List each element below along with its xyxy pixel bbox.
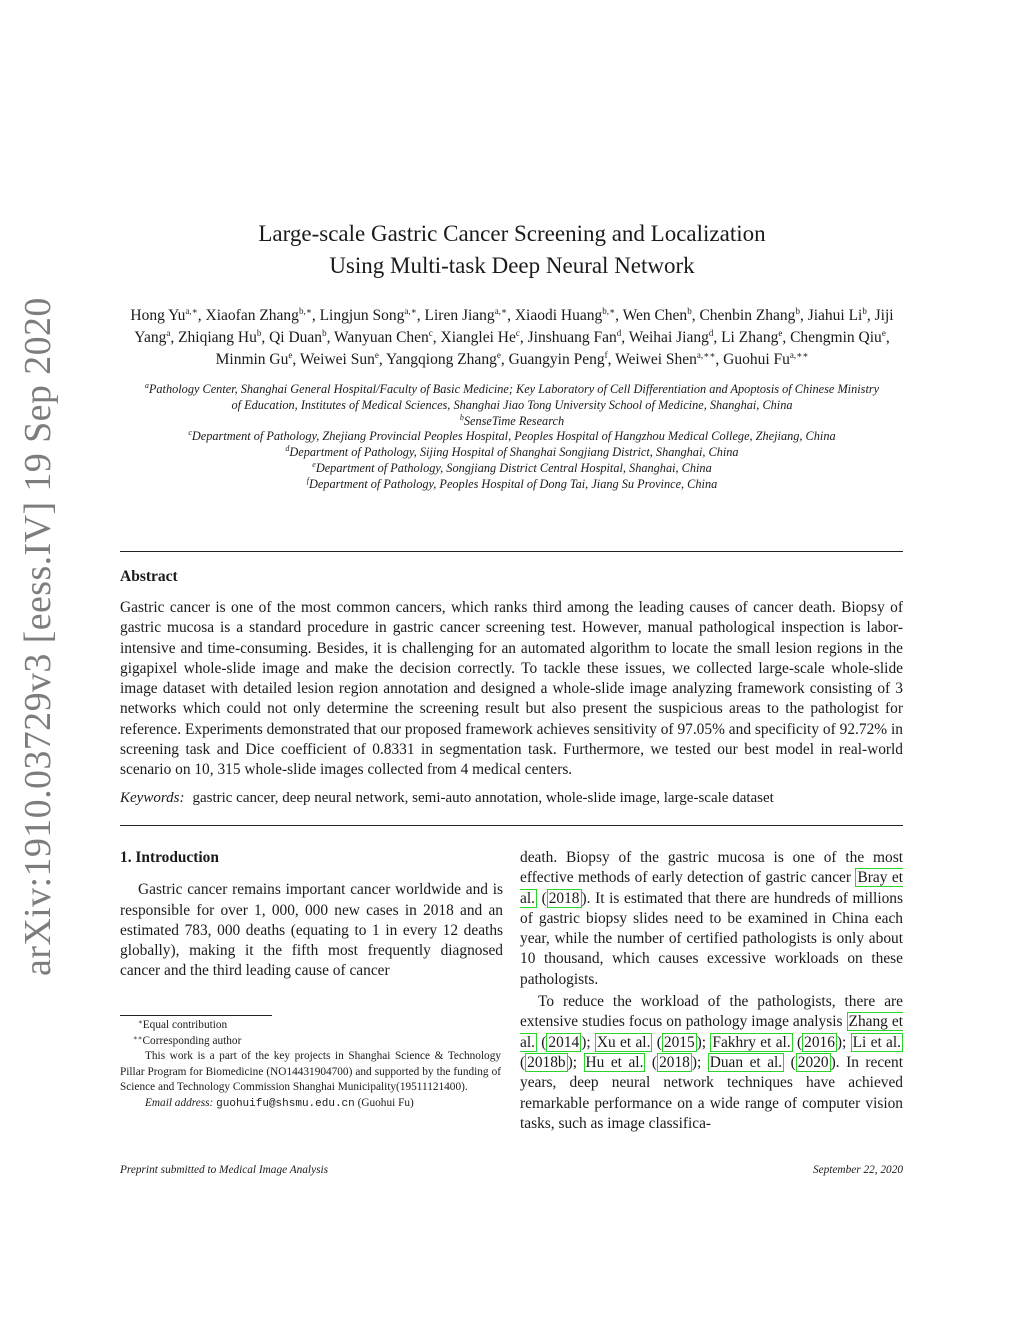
title-line-1: Large-scale Gastric Cancer Screening and Localization <box>258 221 766 246</box>
footer-date: September 22, 2020 <box>812 1164 903 1176</box>
author: Chengmin Qiu$^e$ <box>790 328 886 346</box>
author: Hong $Yu^{a,∗}$ <box>130 306 198 324</box>
author: Weihai Jiang$^d$ <box>628 328 714 346</box>
author: Yangqiong Zhang$^e$ <box>386 350 501 368</box>
intro-heading: 1. Introduction <box>120 849 219 866</box>
citation-year-link[interactable]: 2018 <box>548 889 580 907</box>
citation-year-link[interactable]: 2018b <box>527 1053 566 1071</box>
left-column <box>120 848 503 982</box>
footnote-funding: This work is a part of the key projects in Shanghai Science & Technology Pillar Program for Biomedicine (NO14431904700) and supported by the funding of Science and Technology Commission Shanghai Municipality(19511121400). <box>120 1050 501 1094</box>
intro-paragraph-3: To reduce the workload of the pathologists, there are extensive studies focus on pathology image analysis Zhang et al. ( 2014 ); Xu et al. ( 2015 ); Fakhry et al. ( 2016 ); Li et al. ( 2018b ); Hu et al. ( 2018 ); Duan et al. ( 2020 ). In recent years, deep neural network techniques have achieved remarkable performance on a wide range of computer vision tasks, such as image classifica- <box>520 993 903 1132</box>
affiliation: $^b$SenseTime Research <box>459 412 565 428</box>
affiliation: $^a$Pathology Center, Shanghai General Hospital/Faculty of Basic Medicine; Key Laboratory of Cell Differentiation and Apoptosis of Chinese Ministry of Education, Institutes of Medical Sciences, Shanghai Jiao Tong University School of Medicine, Shanghai, China <box>144 381 880 412</box>
author: Xiaodi Huang$^{b,∗}$ <box>514 306 616 324</box>
author: Weiwei Sun$^e$ <box>299 350 379 368</box>
keywords-label: Keywords: <box>120 790 185 806</box>
email-link[interactable]: guohuifu@shsmu.edu.cn <box>216 1097 355 1110</box>
citation-year-link[interactable]: 2018 <box>659 1053 690 1071</box>
author: Jinshuang Fan$^d$ <box>527 328 622 346</box>
affiliation: $^c$Department of Pathology, Zhejiang Provincial Peoples Hospital, Peoples Hospital of Hangzhou Medical College, Zhejiang, China <box>188 428 836 444</box>
abstract-heading: Abstract <box>120 568 178 585</box>
citation-link[interactable]: Zhang et al. <box>520 1013 903 1051</box>
author: Li Zhang$^e$ <box>721 328 783 346</box>
author: Wanyuan Chen$^c$ <box>334 328 433 346</box>
citation-link[interactable]: Fakhry et al. <box>712 1033 791 1051</box>
author: Guangyin Peng$^f$ <box>508 350 608 368</box>
footer-journal: Preprint submitted to Medical Image Analysis <box>120 1164 329 1176</box>
citation-year-link[interactable]: 2015 <box>663 1033 695 1051</box>
author: Liren Jiang$^{a,∗}$ <box>424 306 508 324</box>
affiliation-list <box>120 382 904 493</box>
keywords-text: gastric cancer, deep neural network, semi-auto annotation, whole-slide image, large-scale dataset <box>192 790 774 806</box>
author-list: Hong $Yu^{a,∗}$, Xiaofan Zhang$^{b,∗}$, Lingjun Song$^{a,∗}$, Liren Jiang$^{a,∗}$, Xiaodi Huang$^{b,∗}$, Wen Chen$^b$, Chenbin Zhang$^b$, Jiahui Li$^b$, Jiji Yang$^a$, Zhiqiang Hu$^b$, Qi Duan$^b$, Wanyuan Chen$^c$, Xianglei He$^c$, Jinshuang Fan$^d$, Weihai Jiang$^d$, Li Zhang$^e$, Chengmin Qiu$^e$, Minmin Gu$^e$, Weiwei Sun$^e$, Yangqiong Zhang$^e$, Guangyin Peng$^f$, Weiwei Shen$^{a,∗∗}$, Guohui $Fu^{a,∗∗}$ <box>130 306 894 368</box>
citation-year-link[interactable]: 2020 <box>797 1053 829 1071</box>
footnotes <box>120 1018 501 1113</box>
author: Wen Chen$^b$ <box>622 306 692 324</box>
citation-link[interactable]: Duan et al. <box>709 1053 783 1071</box>
footnote-corresponding: ∗∗Corresponding author <box>133 1033 242 1047</box>
arxiv-stamp: arXiv:1910.03729v3 [eess.IV] 19 Sep 2020 <box>17 297 59 976</box>
citation-link[interactable]: Li et al. <box>852 1033 902 1051</box>
author: Qi Duan$^b$ <box>269 328 327 346</box>
author: Guohui $Fu^{a,∗∗}$ <box>723 350 809 368</box>
affiliation: $^e$Department of Pathology, Songjiang District Central Hospital, Shanghai, China <box>312 459 712 475</box>
abstract-text: Gastric cancer is one of the most common cancers, which ranks third among the leading causes of cancer death. Biopsy of gastric mucosa is a standard procedure in gastric cancer screening test. However, manual pathological inspection is labor-intensive and time-consuming. Besides, it is challenging for an automated algorithm to locate the small lesion regions in the gigapixel whole-slide image and make the decision correctly. To tackle these issues, we collected large-scale whole-slide image dataset with detailed lesion region annotation and designed a whole-slide image analyzing framework consisting of 3 networks which could not only determine the screening result but also present the suspicious areas to the pathologist for reference. Experiments demonstrated that our proposed framework achieves sensitivity of 97.05% and specificity of 92.72% in screening task and Dice coefficient of 0.8331 in segmentation task. Furthermore, we tested our best model in real-world scenario on 10, 315 whole-slide images collected from 4 medical centers. <box>120 599 903 779</box>
author: Jiji Yang$^a$ <box>134 307 894 346</box>
author: Jiahui Li$^b$ <box>807 306 867 324</box>
abstract-top-rule <box>120 551 903 552</box>
citation-link[interactable]: Xu et al. <box>596 1033 651 1051</box>
citation-year-link[interactable]: 2014 <box>548 1033 580 1051</box>
author: Lingjun Song$^{a,∗}$ <box>319 306 417 324</box>
intro-paragraph-2: death. Biopsy of the gastric mucosa is one of the most effective methods of early detection of gastric cancer Bray et al. ( 2018 ). It is estimated that there are hundreds of millions of gastric biopsy slides need to be examined in China each year, while the number of certified pathologists is only about 10 thousand, which causes excessive workloads on these pathologists. <box>520 849 903 988</box>
footnote-equal: ∗Equal contribution <box>138 1018 228 1031</box>
right-column <box>520 848 903 1134</box>
author: Xiaofan Zhang$^{b,∗}$ <box>205 306 312 324</box>
footnote-rule <box>120 1015 272 1016</box>
citation-link[interactable]: Hu et al. <box>585 1053 644 1071</box>
keywords <box>120 790 903 807</box>
author: Weiwei Shen$^{a,∗∗}$ <box>615 350 716 368</box>
title-line-2: Using Multi-task Deep Neural Network <box>329 253 695 278</box>
author: Zhiqiang Hu$^b$ <box>178 328 262 346</box>
author: Xianglei He$^c$ <box>440 328 520 346</box>
citation-year-link[interactable]: 2016 <box>804 1033 835 1051</box>
affiliation: $^d$Department of Pathology, Sijing Hospital of Shanghai Songjiang District, Shanghai, China <box>285 444 739 460</box>
author: Minmin Gu$^e$ <box>215 350 293 368</box>
paper-title <box>120 218 904 282</box>
footnote-email: Email address: guohuifu@shsmu.edu.cn (Guohui Fu) <box>145 1096 414 1110</box>
abstract-bottom-rule <box>120 825 903 826</box>
citation-link[interactable]: Bray et al. <box>520 869 903 907</box>
affiliation: $^f$Department of Pathology, Peoples Hospital of Dong Tai, Jiang Su Province, China <box>306 475 718 491</box>
intro-paragraph-1: Gastric cancer remains important cancer worldwide and is responsible for over 1, 000, 000 new cases in 2018 and an estimated 783, 000 deaths (equating to 1 in every 12 deaths globally), making it the fifth most frequently diagnosed cancer and the third leading cause of cancer <box>120 881 503 980</box>
author: Chenbin Zhang$^b$ <box>699 306 800 324</box>
